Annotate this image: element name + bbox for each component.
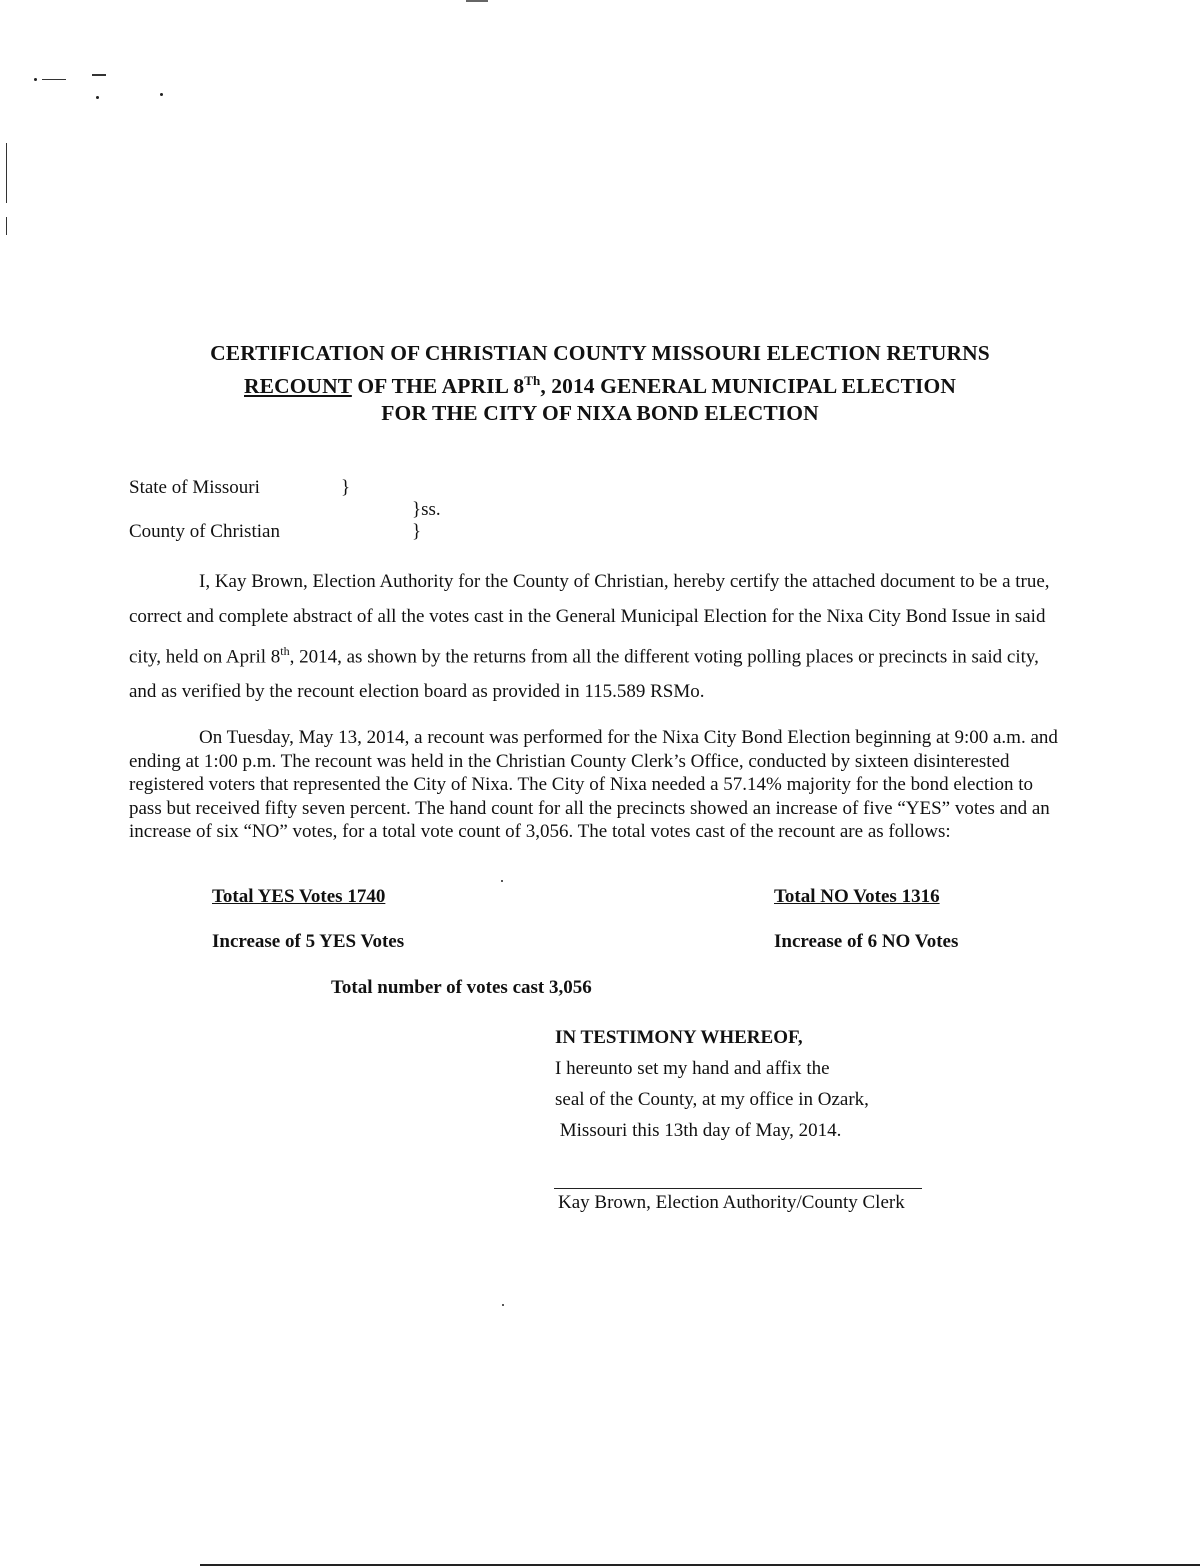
yes-votes-increase: Increase of 5 YES Votes xyxy=(212,931,405,952)
scan-speck xyxy=(34,78,37,81)
title-line-2: RECOUNT OF THE APRIL 8Th, 2014 GENERAL MUNICIPAL ELECTION xyxy=(244,373,956,399)
document-title xyxy=(100,340,1100,427)
certification-paragraph: I, Kay Brown, Election Authority for the County of Christian, hereby certify the attached document to be a true, correct and complete abstract of all the votes cast in the General Municipal Election for the Nixa City Bond Issue in said city, held on April 8th, 2014, as shown by the returns from all the different voting polling places or precincts in said city, and as verified by the recount election board as provided in 115.589 RSMo. xyxy=(129,571,1050,703)
title-line-1: CERTIFICATION OF CHRISTIAN COUNTY MISSOURI ELECTION RETURNS xyxy=(210,341,990,365)
testimony-line: I hereunto set my hand and affix the xyxy=(555,1058,830,1079)
venue-ss: }ss. xyxy=(412,499,441,520)
scan-speck xyxy=(92,74,106,76)
scan-edge-mark xyxy=(6,143,7,203)
venue-county: County of Christian xyxy=(129,521,280,542)
venue-state: State of Missouri xyxy=(129,477,260,498)
testimony-block xyxy=(555,1022,869,1146)
scan-speck xyxy=(96,96,99,99)
venue-brace-1: } xyxy=(341,477,351,498)
scan-mark-top xyxy=(466,0,488,2)
scan-mark-bottom xyxy=(200,1564,1200,1566)
total-votes-cast: Total number of votes cast 3,056 xyxy=(331,977,592,998)
recount-paragraph: On Tuesday, May 13, 2014, a recount was performed for the Nixa City Bond Election beginning at 9:00 a.m. and ending at 1:00 p.m. The recount was held in the Christian County Clerk’s Office, conducted by sixteen disinterested registered voters that represented the City of Nixa. The City of Nixa needed a 57.14% majority for the bond election to pass but received fifty seven percent. The hand count for all the precincts showed an increase of five “YES” votes and an increase of six “NO” votes, for a total vote count of 3,056. The total votes cast of the recount are as follows: xyxy=(129,727,1058,842)
title-recount: RECOUNT xyxy=(244,374,352,399)
no-votes-total: Total NO Votes 1316 xyxy=(774,886,940,907)
title-line-3: FOR THE CITY OF NIXA BOND ELECTION xyxy=(381,401,819,426)
signatory-name: Kay Brown, Election Authority/County Clerk xyxy=(558,1192,905,1213)
no-votes-increase: Increase of 6 NO Votes xyxy=(774,931,959,952)
testimony-line: Missouri this 13th day of May, 2014. xyxy=(555,1120,842,1141)
scan-speck xyxy=(501,880,503,882)
scan-speck xyxy=(160,93,163,96)
scan-speck xyxy=(502,1304,504,1306)
signature-line xyxy=(554,1188,922,1189)
testimony-heading: IN TESTIMONY WHEREOF, xyxy=(555,1027,803,1048)
testimony-line: seal of the County, at my office in Ozark, xyxy=(555,1089,869,1110)
yes-votes-total: Total YES Votes 1740 xyxy=(212,886,386,907)
scan-edge-mark xyxy=(6,217,7,235)
venue-brace-2: } xyxy=(412,521,422,542)
scan-speck xyxy=(42,79,66,80)
